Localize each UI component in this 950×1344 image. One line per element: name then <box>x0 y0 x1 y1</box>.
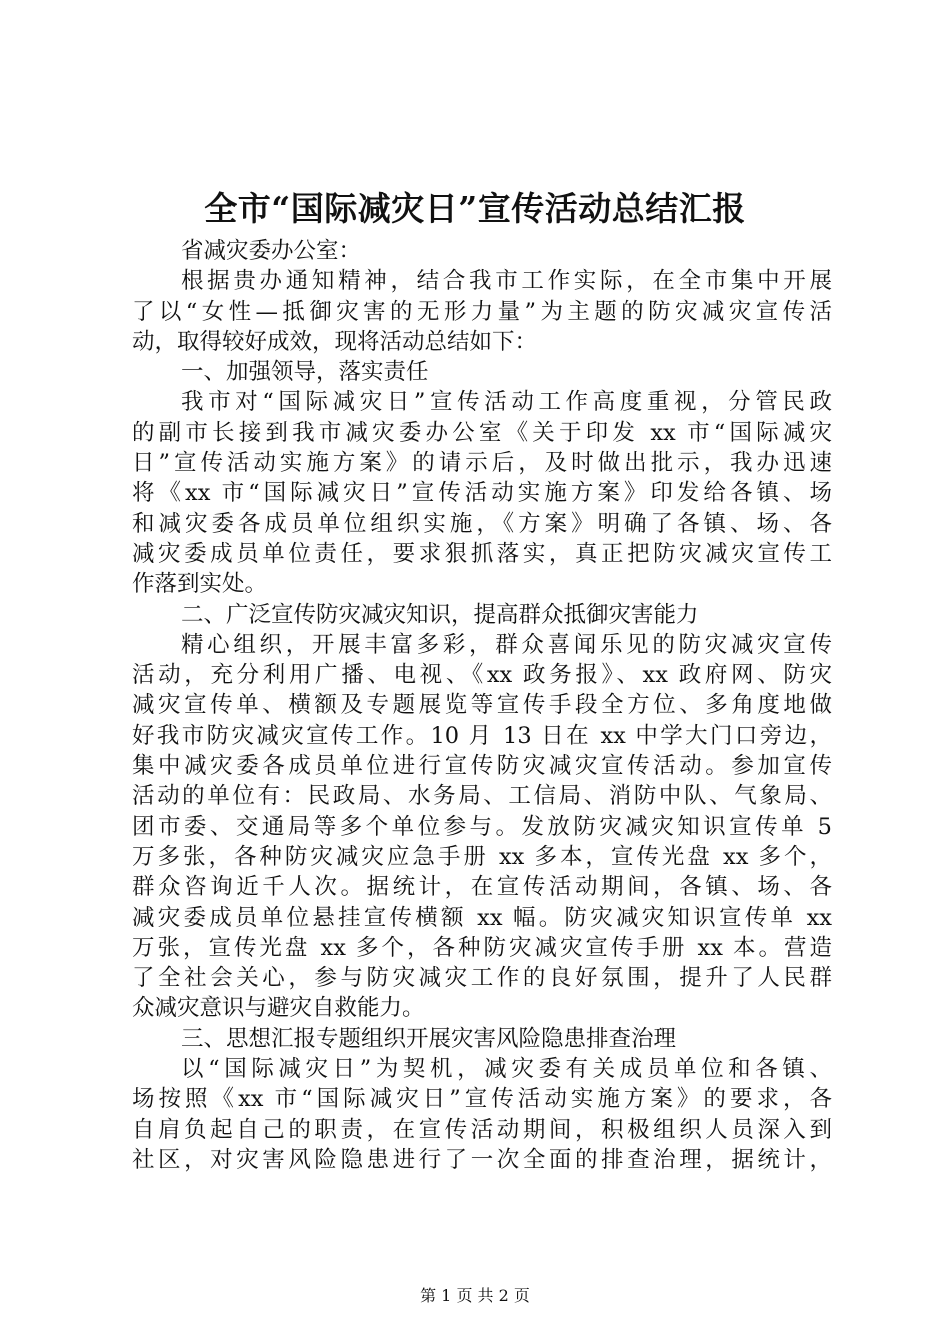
paragraph-line: 日”宣传活动实施方案》的请示后，及时做出批示，我办迅速 <box>132 450 832 477</box>
paragraph-line: 万张，宣传光盘 xx 多个，各种防灾减灾宣传手册 xx 本。营造 <box>132 934 832 961</box>
paragraph-line: 活动的单位有：民政局、水务局、工信局、消防中队、气象局、 <box>132 783 832 810</box>
paragraph-line: 我市对“国际减灾日”宣传活动工作高度重视，分管民政 <box>181 389 832 416</box>
paragraph-line: 和减灾委各成员单位组织实施，《方案》明确了各镇、场、各 <box>132 510 832 537</box>
paragraph-line: 根据贵办通知精神，结合我市工作实际，在全市集中开展 <box>181 268 832 295</box>
paragraph-line: 万多张，各种防灾减灾应急手册 xx 多本，宣传光盘 xx 多个， <box>132 843 832 870</box>
paragraph-line: 减灾委成员单位悬挂宣传横额 xx 幅。防灾减灾知识宣传单 xx <box>132 904 832 931</box>
section-heading: 一、加强领导，落实责任 <box>181 359 429 386</box>
section-heading: 三、思想汇报专题组织开展灾害风险隐患排查治理 <box>181 1025 677 1052</box>
paragraph-line: 了以“女性—抵御灾害的无形力量”为主题的防灾减灾宣传活 <box>132 298 832 325</box>
paragraph-line: 了全社会关心，参与防灾减灾工作的良好氛围，提升了人民群 <box>132 965 832 992</box>
paragraph-line: 社区，对灾害风险隐患进行了一次全面的排查治理，据统计， <box>132 1146 832 1173</box>
paragraph-line: 动，取得较好成效，现将活动总结如下： <box>132 328 538 355</box>
paragraph-line: 集中减灾委各成员单位进行宣传防灾减灾宣传活动。参加宣传 <box>132 753 832 780</box>
paragraph-line: 将《xx 市“国际减灾日”宣传活动实施方案》印发给各镇、场 <box>132 480 832 507</box>
paragraph-line: 减灾宣传单、横额及专题展览等宣传手段全方位、多角度地做 <box>132 692 832 719</box>
paragraph-line: 的副市长接到我市减灾委办公室《关于印发 xx 市“国际减灾 <box>132 419 832 446</box>
paragraph-line: 众减灾意识与避灾自救能力。 <box>132 995 425 1022</box>
page-number-footer: 第 1 页 共 2 页 <box>420 1286 530 1305</box>
paragraph-line: 减灾委成员单位责任，要求狠抓落实，真正把防灾减灾宣传工 <box>132 540 832 567</box>
salutation-line: 省减灾委办公室： <box>181 238 362 264</box>
paragraph-line: 场按照《xx 市“国际减灾日”宣传活动实施方案》的要求，各 <box>132 1086 832 1113</box>
section-heading: 二、广泛宣传防灾减灾知识，提高群众抵御灾害能力 <box>181 601 699 628</box>
paragraph-line: 自肩负起自己的职责，在宣传活动期间，积极组织人员深入到 <box>132 1116 832 1143</box>
paragraph-line: 以“国际减灾日”为契机，减灾委有关成员单位和各镇、 <box>181 1056 832 1083</box>
paragraph-line: 活动，充分利用广播、电视、《xx 政务报》、xx 政府网、防灾 <box>132 662 832 689</box>
paragraph-line: 群众咨询近千人次。据统计，在宣传活动期间，各镇、场、各 <box>132 874 832 901</box>
paragraph-line: 好我市防灾减灾宣传工作。10 月 13 日在 xx 中学大门口旁边， <box>132 722 832 749</box>
paragraph-line: 作落到实处。 <box>132 571 268 598</box>
paragraph-line: 团市委、交通局等多个单位参与。发放防灾减灾知识宣传单 5 <box>132 813 832 840</box>
document-title: 全市“国际减灾日”宣传活动总结汇报 <box>204 189 746 228</box>
paragraph-line: 精心组织，开展丰富多彩，群众喜闻乐见的防灾减灾宣传 <box>181 631 832 658</box>
document-body <box>132 236 832 1175</box>
